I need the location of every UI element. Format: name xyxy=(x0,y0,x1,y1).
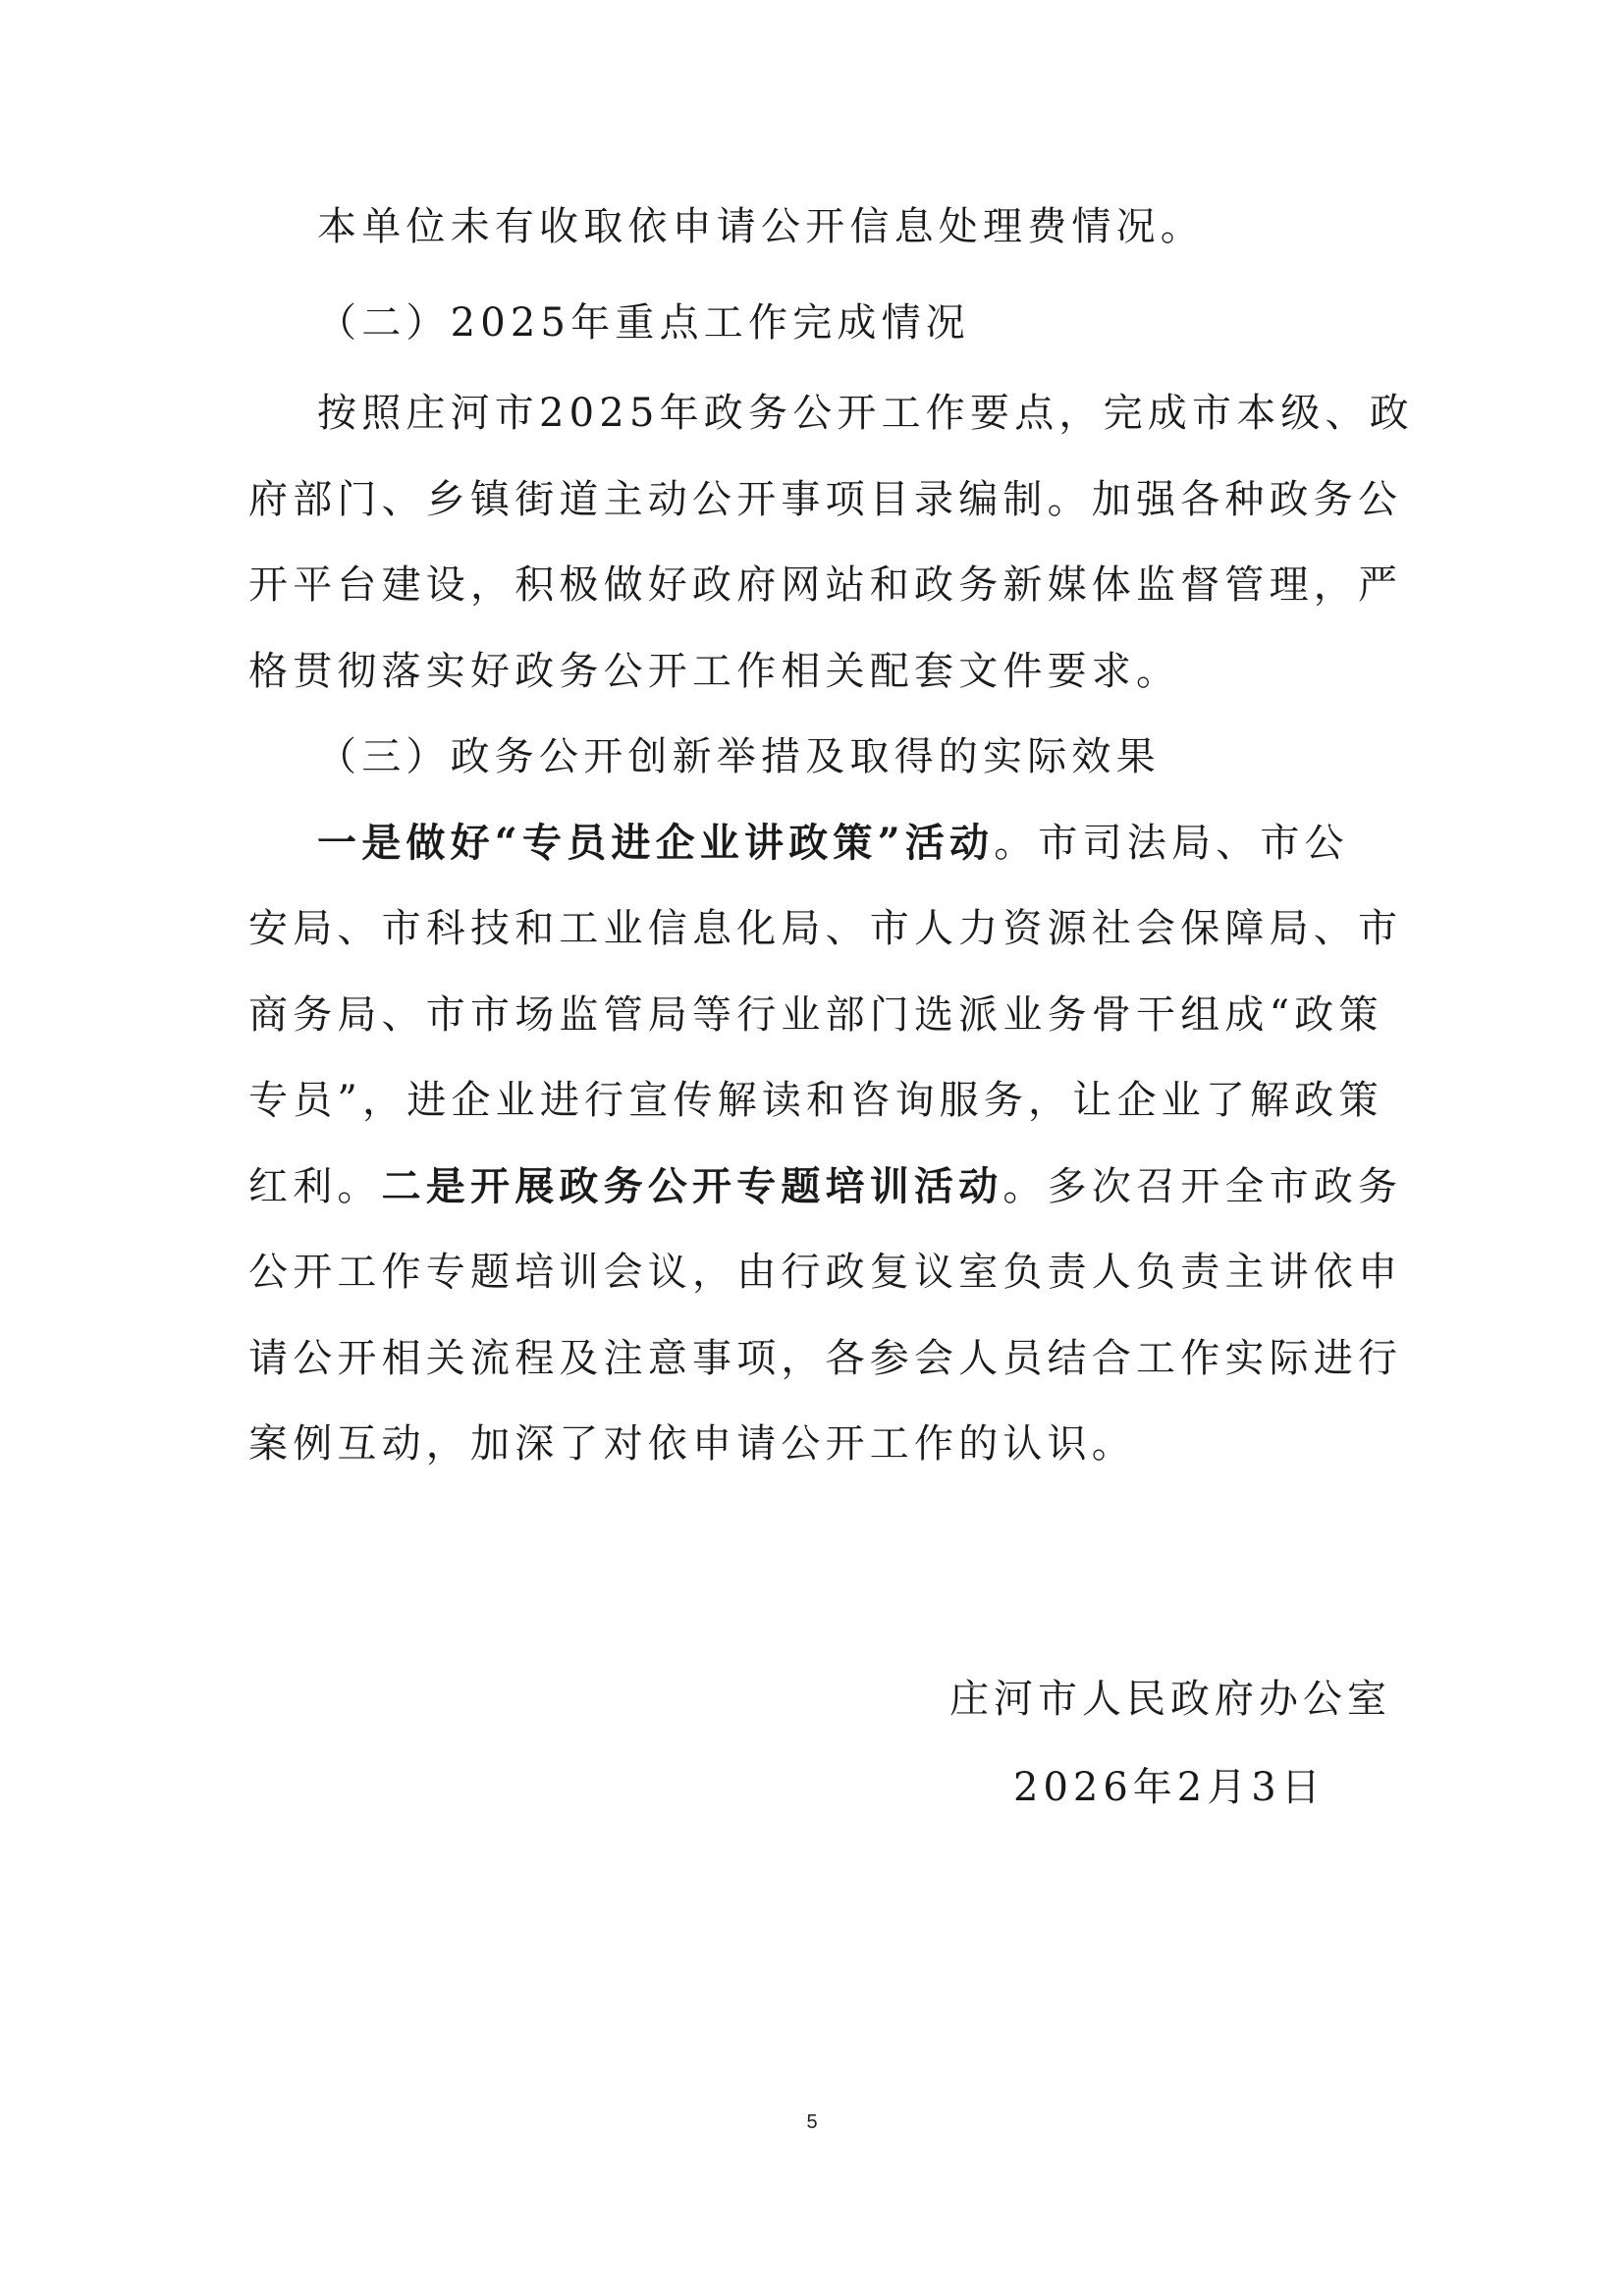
paragraph-line: 格贯彻落实好政务公开工作相关配套文件要求。 xyxy=(248,649,1181,694)
section-heading-3: （三）政务公开创新举措及取得的实际效果 xyxy=(317,734,1161,779)
section-heading-2: （二）2025年重点工作完成情况 xyxy=(317,300,970,346)
bold-lead-phrase: 一是做好“专员进企业讲政策”活动 xyxy=(317,820,995,866)
paragraph-line: 请公开相关流程及注意事项，各参会人员结合工作实际进行 xyxy=(248,1336,1403,1381)
page-number: 5 xyxy=(806,2111,818,2133)
paragraph-line: 专员”，进企业进行宣传解读和咨询服务，让企业了解政策 xyxy=(248,1078,1383,1123)
paragraph-line: 安局、市科技和工业信息化局、市人力资源社会保障局、市 xyxy=(248,906,1403,951)
paragraph-text: 。市司法局、市公 xyxy=(994,821,1349,866)
paragraph-line: 开平台建设，积极做好政府网站和政务新媒体监督管理，严 xyxy=(248,562,1403,608)
paragraph-line: 商务局、市市场监管局等行业部门选派业务骨干组成“政策 xyxy=(248,992,1383,1038)
paragraph-text: 红利。 xyxy=(248,1164,382,1209)
signature-date: 2026年2月3日 xyxy=(1013,1765,1326,1810)
paragraph-line xyxy=(317,820,1387,866)
paragraph-line: 按照庄河市2025年政务公开工作要点，完成市本级、政 xyxy=(317,391,1414,436)
paragraph-text: 。多次召开全市政务 xyxy=(1002,1164,1403,1209)
paragraph-line: 公开工作专题培训会议，由行政复议室负责人负责主讲依申 xyxy=(248,1250,1403,1295)
paragraph-line: 府部门、乡镇街道主动公开事项目录编制。加强各种政务公 xyxy=(248,477,1403,522)
signature-organization: 庄河市人民政府办公室 xyxy=(949,1677,1391,1722)
paragraph-line xyxy=(248,1163,1403,1209)
paragraph-line: 案例互动，加深了对依申请公开工作的认识。 xyxy=(248,1421,1136,1467)
paragraph-fee-line: 本单位未有收取依申请公开信息处理费情况。 xyxy=(317,204,1205,249)
bold-lead-phrase: 二是开展政务公开专题培训活动 xyxy=(381,1163,1003,1209)
